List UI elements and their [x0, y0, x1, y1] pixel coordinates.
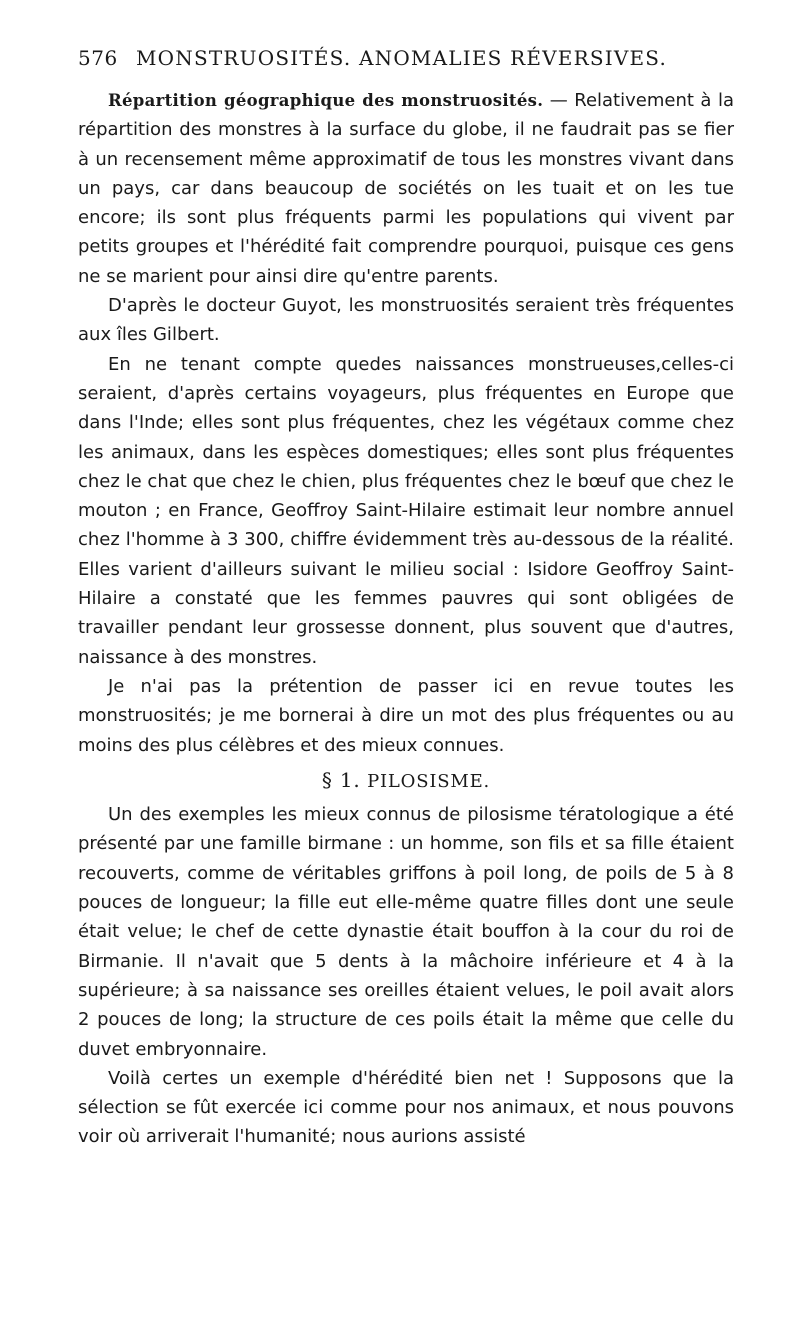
section-number: § 1.: [321, 767, 361, 792]
paragraph-frequency: En ne tenant compte quedes naissances monstrueuses,celles-ci seraient, d'après certains voyageurs, plus fréquentes en Europe que dans l'Inde; elles sont plus fréquentes, chez les végétaux comme chez les animaux, dans les espèces domestiques; elles sont plus fréquentes chez le chat que chez le chien, plus fréquentes chez le bœuf que chez le mouton ; en France, Geoffroy Saint-Hilaire estimait leur nombre annuel chez l'homme à 3 300, chiffre évidemment très au-dessous de la réalité. Elles varient d'ailleurs suivant le milieu social : Isidore Geoffroy Saint-Hilaire a constaté que les femmes pauvres qui sont obligées de travailler pendant leur grossesse donnent, plus souvent que d'autres, naissance à des monstres.: [78, 353, 734, 668]
paragraph-repartition: [78, 86, 734, 291]
paragraph-guyot: D'après le docteur Guyot, les monstruosités seraient très fréquentes aux îles Gilbert.: [78, 295, 734, 346]
page-number: 576: [78, 46, 118, 70]
paragraph-intent: Je n'ai pas la prétention de passer ici en revue toutes les monstruosités; je me bornerai à dire un mot des plus fréquentes ou au moins des plus célèbres et des mieux connues.: [78, 675, 734, 756]
section-title: PILOSISME.: [367, 770, 491, 792]
paragraph-text: — Relativement à la répartition des monstres à la surface du globe, il ne faudrait pas se fier à un recensement même approximatif de tous les monstres vivant dans un pays, car dans beaucoup de sociétés on les tuait et on les tue encore; ils sont plus fréquents parmi les populations qui vivent par petits groupes et l'hérédité fait comprendre pourquoi, puisque ces gens ne se marient pour ainsi dire qu'entre parents.: [78, 90, 734, 287]
running-head: [78, 46, 750, 76]
section-heading: [78, 766, 734, 796]
paragraph-burmese-family: Un des exemples les mieux connus de pilosisme tératologique a été présenté par une famille birmane : un homme, son fils et sa fille étaient recouverts, comme de véritables griffons à poil long, de poils de 5 à 8 pouces de longueur; la fille eut elle-même quatre filles dont une seule était velue; le chef de cette dynastie était bouffon à la cour du roi de Birmanie. Il n'avait que 5 dents à la mâchoire inférieure et 4 à la supérieure; à sa naissance ses oreilles étaient velues, le poil avait alors 2 pouces de long; la structure de ces poils était la même que celle du duvet embryonnaire.: [78, 804, 734, 1060]
running-title: MONSTRUOSITÉS. ANOMALIES RÉVERSIVES.: [136, 46, 668, 70]
paragraph-lead-in: Répartition géographique des monstruosités.: [108, 91, 544, 110]
body-text: [78, 86, 734, 1152]
paragraph-heredity: Voilà certes un exemple d'hérédité bien net ! Supposons que la sélection se fût exercée ici comme pour nos animaux, et nous pouvons voir où arriverait l'humanité; nous aurions assisté: [78, 1067, 734, 1148]
